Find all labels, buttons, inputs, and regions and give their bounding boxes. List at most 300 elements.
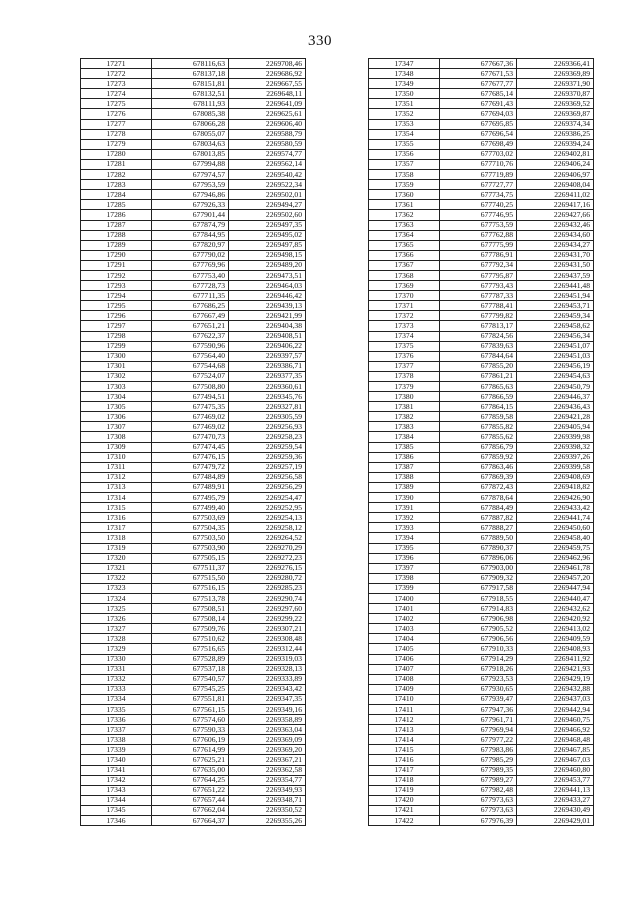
point-number: 17336 [81,715,152,725]
point-number: 17277 [81,119,152,129]
x-coordinate: 677969,94 [440,725,517,735]
table-row [369,159,594,169]
x-coordinate: 677813,17 [440,321,517,331]
x-coordinate: 677930,65 [440,684,517,694]
y-coordinate: 2269398,32 [517,442,594,452]
coordinates-table-body [81,59,306,826]
table-row [81,482,306,492]
point-number: 17406 [369,654,440,664]
x-coordinate: 677884,49 [440,503,517,513]
table-row [369,79,594,89]
x-coordinate: 677561,15 [152,705,229,715]
table-row [369,281,594,291]
y-coordinate: 2269421,93 [517,664,594,674]
point-number: 17323 [81,583,152,593]
y-coordinate: 2269411,92 [517,654,594,664]
table-row [369,210,594,220]
table-row [369,735,594,745]
point-number: 17292 [81,270,152,280]
table-row [81,220,306,230]
point-number: 17390 [369,493,440,503]
y-coordinate: 2269360,61 [229,382,306,392]
y-coordinate: 2269580,59 [229,139,306,149]
y-coordinate: 2269446,42 [229,291,306,301]
table-row [81,493,306,503]
table-row [369,402,594,412]
x-coordinate: 677903,00 [440,563,517,573]
point-number: 17325 [81,604,152,614]
y-coordinate: 2269327,81 [229,402,306,412]
table-row [81,795,306,805]
point-number: 17307 [81,422,152,432]
point-number: 17332 [81,674,152,684]
x-coordinate: 677677,77 [440,79,517,89]
x-coordinate: 677494,51 [152,392,229,402]
x-coordinate: 677625,21 [152,755,229,765]
y-coordinate: 2269467,85 [517,745,594,755]
point-number: 17387 [369,462,440,472]
x-coordinate: 678034,63 [152,139,229,149]
table-row [369,775,594,785]
y-coordinate: 2269473,51 [229,270,306,280]
table-row [369,250,594,260]
table-row [81,59,306,69]
table-row [369,503,594,513]
coordinates-table-left [80,58,306,826]
point-number: 17384 [369,432,440,442]
x-coordinate: 677508,51 [152,604,229,614]
y-coordinate: 2269436,43 [517,402,594,412]
y-coordinate: 2269319,03 [229,654,306,664]
table-row [369,553,594,563]
x-coordinate: 677691,43 [440,99,517,109]
table-row [81,593,306,603]
y-coordinate: 2269502,01 [229,190,306,200]
table-row [81,785,306,795]
table-row [369,705,594,715]
y-coordinate: 2269363,04 [229,725,306,735]
table-row [81,432,306,442]
table-row [369,755,594,765]
y-coordinate: 2269625,61 [229,109,306,119]
x-coordinate: 677888,27 [440,523,517,533]
point-number: 17271 [81,59,152,69]
coordinates-table-right [368,58,594,826]
table-row [81,361,306,371]
table-row [81,634,306,644]
point-number: 17352 [369,109,440,119]
table-row [81,392,306,402]
x-coordinate: 678111,93 [152,99,229,109]
table-row [369,321,594,331]
y-coordinate: 2269402,81 [517,149,594,159]
point-number: 17396 [369,553,440,563]
x-coordinate: 677901,44 [152,210,229,220]
y-coordinate: 2269457,20 [517,573,594,583]
x-coordinate: 677855,20 [440,361,517,371]
point-number: 17413 [369,725,440,735]
x-coordinate: 677667,36 [440,59,517,69]
x-coordinate: 677510,62 [152,634,229,644]
point-number: 17283 [81,180,152,190]
point-number: 17347 [369,59,440,69]
x-coordinate: 677484,89 [152,472,229,482]
x-coordinate: 677769,96 [152,260,229,270]
point-number: 17405 [369,644,440,654]
y-coordinate: 2269432,88 [517,684,594,694]
table-row [81,180,306,190]
point-number: 17343 [81,785,152,795]
x-coordinate: 677505,15 [152,553,229,563]
x-coordinate: 677727,77 [440,180,517,190]
x-coordinate: 677515,50 [152,573,229,583]
y-coordinate: 2269497,85 [229,240,306,250]
x-coordinate: 677855,82 [440,422,517,432]
y-coordinate: 2269461,78 [517,563,594,573]
point-number: 17287 [81,220,152,230]
y-coordinate: 2269369,09 [229,735,306,745]
y-coordinate: 2269348,71 [229,795,306,805]
x-coordinate: 677917,58 [440,583,517,593]
x-coordinate: 677926,33 [152,200,229,210]
table-row [81,139,306,149]
table-row [369,513,594,523]
x-coordinate: 677863,46 [440,462,517,472]
y-coordinate: 2269648,11 [229,89,306,99]
y-coordinate: 2269439,13 [229,301,306,311]
table-row [81,442,306,452]
table-row [369,432,594,442]
x-coordinate: 677906,56 [440,634,517,644]
y-coordinate: 2269420,92 [517,614,594,624]
point-number: 17330 [81,654,152,664]
table-row [81,230,306,240]
y-coordinate: 2269421,28 [517,412,594,422]
table-row [81,422,306,432]
x-coordinate: 677664,37 [152,816,229,826]
x-coordinate: 677503,69 [152,513,229,523]
table-row [369,624,594,634]
point-number: 17316 [81,513,152,523]
table-row [369,583,594,593]
x-coordinate: 677703,02 [440,149,517,159]
table-row [81,563,306,573]
point-number: 17391 [369,503,440,513]
y-coordinate: 2269349,93 [229,785,306,795]
y-coordinate: 2269299,22 [229,614,306,624]
table-row [81,765,306,775]
table-row [369,634,594,644]
table-row [81,553,306,563]
x-coordinate: 677947,36 [440,705,517,715]
point-number: 17422 [369,816,440,826]
y-coordinate: 2269349,16 [229,705,306,715]
y-coordinate: 2269307,21 [229,624,306,634]
x-coordinate: 677989,27 [440,775,517,785]
table-row [369,462,594,472]
y-coordinate: 2269458,40 [517,533,594,543]
x-coordinate: 677989,35 [440,765,517,775]
point-number: 17375 [369,341,440,351]
x-coordinate: 677905,52 [440,624,517,634]
x-coordinate: 677516,15 [152,583,229,593]
point-number: 17317 [81,523,152,533]
x-coordinate: 677710,76 [440,159,517,169]
x-coordinate: 677953,59 [152,180,229,190]
y-coordinate: 2269399,58 [517,462,594,472]
x-coordinate: 677728,73 [152,281,229,291]
x-coordinate: 677524,07 [152,371,229,381]
table-row [369,563,594,573]
x-coordinate: 677644,25 [152,775,229,785]
y-coordinate: 2269437,03 [517,694,594,704]
table-row [81,240,306,250]
point-number: 17296 [81,311,152,321]
y-coordinate: 2269497,35 [229,220,306,230]
x-coordinate: 677855,62 [440,432,517,442]
y-coordinate: 2269272,23 [229,553,306,563]
x-coordinate: 677590,96 [152,341,229,351]
table-row [81,159,306,169]
table-row [81,311,306,321]
point-number: 17284 [81,190,152,200]
x-coordinate: 677662,04 [152,805,229,815]
x-coordinate: 677939,47 [440,694,517,704]
x-coordinate: 677657,44 [152,795,229,805]
point-number: 17409 [369,684,440,694]
point-number: 17318 [81,533,152,543]
x-coordinate: 677906,98 [440,614,517,624]
y-coordinate: 2269451,07 [517,341,594,351]
point-number: 17312 [81,472,152,482]
table-row [369,311,594,321]
table-row [369,523,594,533]
point-number: 17394 [369,533,440,543]
x-coordinate: 677564,40 [152,351,229,361]
table-row [81,291,306,301]
x-coordinate: 678013,85 [152,149,229,159]
y-coordinate: 2269333,89 [229,674,306,684]
table-row [369,382,594,392]
table-row [369,371,594,381]
y-coordinate: 2269686,92 [229,69,306,79]
table-row [81,79,306,89]
x-coordinate: 677985,29 [440,755,517,765]
table-row [81,462,306,472]
y-coordinate: 2269377,35 [229,371,306,381]
point-number: 17383 [369,422,440,432]
x-coordinate: 677923,53 [440,674,517,684]
table-row [81,351,306,361]
x-coordinate: 677590,33 [152,725,229,735]
x-coordinate: 677719,89 [440,170,517,180]
x-coordinate: 677511,37 [152,563,229,573]
point-number: 17374 [369,331,440,341]
x-coordinate: 677671,53 [440,69,517,79]
y-coordinate: 2269406,24 [517,159,594,169]
point-number: 17273 [81,79,152,89]
x-coordinate: 677983,86 [440,745,517,755]
y-coordinate: 2269441,13 [517,785,594,795]
table-row [81,281,306,291]
table-row [369,614,594,624]
point-number: 17320 [81,553,152,563]
y-coordinate: 2269433,27 [517,795,594,805]
x-coordinate: 677844,95 [152,230,229,240]
y-coordinate: 2269450,60 [517,523,594,533]
y-coordinate: 2269464,03 [229,281,306,291]
table-row [81,270,306,280]
x-coordinate: 678085,38 [152,109,229,119]
x-coordinate: 677799,82 [440,311,517,321]
point-number: 17340 [81,755,152,765]
y-coordinate: 2269434,27 [517,240,594,250]
point-number: 17293 [81,281,152,291]
page-number: 330 [308,33,332,49]
table-row [81,543,306,553]
point-number: 17365 [369,240,440,250]
x-coordinate: 677540,57 [152,674,229,684]
table-row [369,664,594,674]
x-coordinate: 677878,64 [440,493,517,503]
table-row [369,89,594,99]
point-number: 17364 [369,230,440,240]
x-coordinate: 677793,43 [440,281,517,291]
y-coordinate: 2269358,89 [229,715,306,725]
table-row [369,220,594,230]
point-number: 17393 [369,523,440,533]
table-row [369,260,594,270]
point-number: 17338 [81,735,152,745]
y-coordinate: 2269498,15 [229,250,306,260]
y-coordinate: 2269280,72 [229,573,306,583]
table-row [369,694,594,704]
y-coordinate: 2269574,77 [229,149,306,159]
point-number: 17381 [369,402,440,412]
x-coordinate: 677775,99 [440,240,517,250]
point-number: 17289 [81,240,152,250]
point-number: 17279 [81,139,152,149]
x-coordinate: 677698,49 [440,139,517,149]
point-number: 17282 [81,170,152,180]
point-number: 17291 [81,260,152,270]
point-number: 17421 [369,805,440,815]
point-number: 17399 [369,583,440,593]
y-coordinate: 2269276,15 [229,563,306,573]
table-row [369,301,594,311]
y-coordinate: 2269256,58 [229,472,306,482]
point-number: 17410 [369,694,440,704]
point-number: 17348 [369,69,440,79]
y-coordinate: 2269429,19 [517,674,594,684]
y-coordinate: 2269453,71 [517,301,594,311]
x-coordinate: 677790,02 [152,250,229,260]
point-number: 17389 [369,482,440,492]
point-number: 17278 [81,129,152,139]
table-row [369,422,594,432]
table-row [81,624,306,634]
table-row [81,452,306,462]
table-row [369,69,594,79]
table-row [81,513,306,523]
point-number: 17334 [81,694,152,704]
point-number: 17324 [81,593,152,603]
y-coordinate: 2269297,60 [229,604,306,614]
y-coordinate: 2269411,02 [517,190,594,200]
y-coordinate: 2269369,87 [517,109,594,119]
y-coordinate: 2269312,44 [229,644,306,654]
y-coordinate: 2269467,03 [517,755,594,765]
table-row [81,472,306,482]
table-row [81,301,306,311]
point-number: 17280 [81,149,152,159]
x-coordinate: 677872,43 [440,482,517,492]
x-coordinate: 677499,40 [152,503,229,513]
y-coordinate: 2269442,94 [517,705,594,715]
y-coordinate: 2269369,52 [517,99,594,109]
table-row [81,382,306,392]
point-number: 17314 [81,493,152,503]
table-row [81,200,306,210]
point-number: 17376 [369,351,440,361]
table-row [369,59,594,69]
table-row [81,69,306,79]
x-coordinate: 677469,02 [152,422,229,432]
point-number: 17360 [369,190,440,200]
x-coordinate: 677489,91 [152,482,229,492]
x-coordinate: 677740,25 [440,200,517,210]
point-number: 17281 [81,159,152,169]
x-coordinate: 677635,00 [152,765,229,775]
y-coordinate: 2269264,52 [229,533,306,543]
point-number: 17333 [81,684,152,694]
x-coordinate: 677651,21 [152,321,229,331]
y-coordinate: 2269437,59 [517,270,594,280]
x-coordinate: 677513,78 [152,593,229,603]
x-coordinate: 677974,57 [152,170,229,180]
x-coordinate: 677914,83 [440,604,517,614]
point-number: 17335 [81,705,152,715]
point-number: 17328 [81,634,152,644]
table-row [369,291,594,301]
coordinates-table-body [369,59,594,826]
x-coordinate: 677994,88 [152,159,229,169]
y-coordinate: 2269460,80 [517,765,594,775]
point-number: 17354 [369,129,440,139]
table-row [81,775,306,785]
x-coordinate: 677475,35 [152,402,229,412]
x-coordinate: 677509,76 [152,624,229,634]
point-number: 17403 [369,624,440,634]
y-coordinate: 2269254,47 [229,493,306,503]
table-row [81,614,306,624]
y-coordinate: 2269708,46 [229,59,306,69]
table-row [81,533,306,543]
x-coordinate: 677614,99 [152,745,229,755]
x-coordinate: 677887,82 [440,513,517,523]
y-coordinate: 2269259,54 [229,442,306,452]
x-coordinate: 677961,71 [440,715,517,725]
y-coordinate: 2269290,74 [229,593,306,603]
point-number: 17350 [369,89,440,99]
table-row [81,583,306,593]
point-number: 17416 [369,755,440,765]
y-coordinate: 2269502,60 [229,210,306,220]
x-coordinate: 677820,97 [152,240,229,250]
y-coordinate: 2269257,19 [229,462,306,472]
point-number: 17322 [81,573,152,583]
point-number: 17362 [369,210,440,220]
